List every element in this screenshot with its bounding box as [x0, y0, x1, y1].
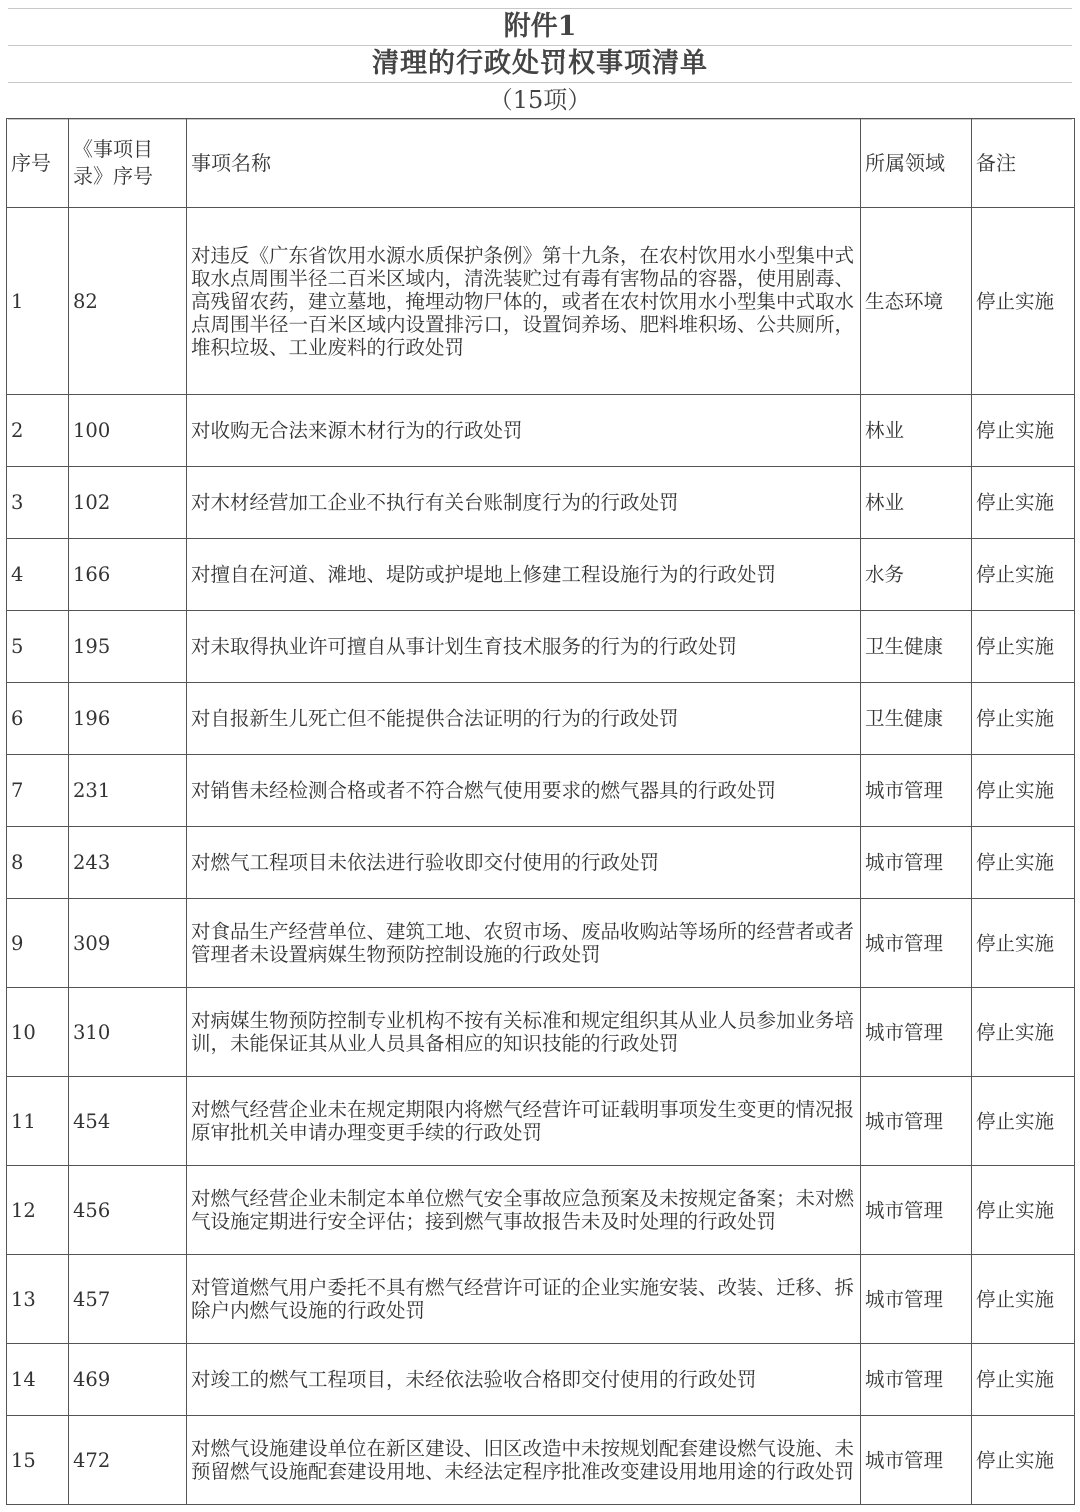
cell-remark: 停止实施	[972, 1166, 1075, 1255]
cell-domain: 城市管理	[861, 827, 972, 899]
header-name: 事项名称	[187, 119, 861, 208]
item-count: （15项）	[8, 82, 1072, 120]
attachment-label: 附件1	[8, 8, 1072, 45]
cell-remark: 停止实施	[972, 827, 1075, 899]
cell-seq: 12	[7, 1166, 69, 1255]
cell-name: 对木材经营加工企业不执行有关台账制度行为的行政处罚	[187, 467, 861, 539]
cell-catalog-no: 309	[69, 899, 187, 988]
table-row	[7, 1077, 1075, 1166]
cell-remark: 停止实施	[972, 899, 1075, 988]
cell-seq: 2	[7, 395, 69, 467]
header-seq: 序号	[7, 119, 69, 208]
cell-remark: 停止实施	[972, 1255, 1075, 1344]
table-row	[7, 1344, 1075, 1416]
cell-seq: 6	[7, 683, 69, 755]
cell-remark: 停止实施	[972, 611, 1075, 683]
cell-catalog-no: 102	[69, 467, 187, 539]
table-row	[7, 1416, 1075, 1505]
cell-catalog-no: 166	[69, 539, 187, 611]
cell-catalog-no: 243	[69, 827, 187, 899]
page-title: 清理的行政处罚权事项清单	[8, 45, 1072, 82]
cell-seq: 11	[7, 1077, 69, 1166]
header-domain: 所属领域	[861, 119, 972, 208]
cell-remark: 停止实施	[972, 467, 1075, 539]
cell-name: 对燃气设施建设单位在新区建设、旧区改造中未按规划配套建设燃气设施、未预留燃气设施配套建设用地、未经法定程序批准改变建设用地用途的行政处罚	[187, 1416, 861, 1505]
cell-seq: 15	[7, 1416, 69, 1505]
cell-remark: 停止实施	[972, 1077, 1075, 1166]
cell-seq: 7	[7, 755, 69, 827]
cell-catalog-no: 196	[69, 683, 187, 755]
table-row	[7, 899, 1075, 988]
cell-seq: 10	[7, 988, 69, 1077]
cell-domain: 城市管理	[861, 1255, 972, 1344]
cell-catalog-no: 469	[69, 1344, 187, 1416]
table-row	[7, 827, 1075, 899]
cell-domain: 林业	[861, 395, 972, 467]
cell-name: 对病媒生物预防控制专业机构不按有关标准和规定组织其从业人员参加业务培训，未能保证其从业人员具备相应的知识技能的行政处罚	[187, 988, 861, 1077]
cell-domain: 城市管理	[861, 1077, 972, 1166]
cell-name: 对燃气经营企业未制定本单位燃气安全事故应急预案及未按规定备案；未对燃气设施定期进行安全评估；接到燃气事故报告未及时处理的行政处罚	[187, 1166, 861, 1255]
cell-name: 对自报新生儿死亡但不能提供合法证明的行为的行政处罚	[187, 683, 861, 755]
cell-remark: 停止实施	[972, 683, 1075, 755]
header-remark: 备注	[972, 119, 1075, 208]
cell-domain: 卫生健康	[861, 611, 972, 683]
cell-remark: 停止实施	[972, 988, 1075, 1077]
table-row	[7, 539, 1075, 611]
cell-domain: 生态环境	[861, 208, 972, 395]
cell-remark: 停止实施	[972, 395, 1075, 467]
cell-seq: 5	[7, 611, 69, 683]
penalty-items-table	[6, 118, 1075, 1505]
table-row	[7, 988, 1075, 1077]
cell-remark: 停止实施	[972, 1416, 1075, 1505]
cell-seq: 8	[7, 827, 69, 899]
cell-seq: 9	[7, 899, 69, 988]
cell-catalog-no: 195	[69, 611, 187, 683]
table-row	[7, 1166, 1075, 1255]
cell-catalog-no: 454	[69, 1077, 187, 1166]
cell-remark: 停止实施	[972, 539, 1075, 611]
table-row	[7, 395, 1075, 467]
cell-remark: 停止实施	[972, 208, 1075, 395]
cell-catalog-no: 457	[69, 1255, 187, 1344]
cell-name: 对违反《广东省饮用水源水质保护条例》第十九条，在农村饮用水小型集中式取水点周围半径二百米区域内，清洗装贮过有毒有害物品的容器，使用剧毒、高残留农药，建立墓地，掩埋动物尸体的，或者在农村饮用水小型集中式取水点周围半径一百米区域内设置排污口，设置饲养场、肥料堆积场、公共厕所，堆积垃圾、工业废料的行政处罚	[187, 208, 861, 395]
cell-name: 对燃气工程项目未依法进行验收即交付使用的行政处罚	[187, 827, 861, 899]
cell-domain: 城市管理	[861, 755, 972, 827]
cell-domain: 水务	[861, 539, 972, 611]
cell-remark: 停止实施	[972, 1344, 1075, 1416]
cell-catalog-no: 82	[69, 208, 187, 395]
cell-name: 对食品生产经营单位、建筑工地、农贸市场、废品收购站等场所的经营者或者管理者未设置病媒生物预防控制设施的行政处罚	[187, 899, 861, 988]
table-row	[7, 467, 1075, 539]
cell-catalog-no: 472	[69, 1416, 187, 1505]
table-header-row	[7, 119, 1075, 208]
header-catalog-no: 《事项目录》序号	[69, 119, 187, 208]
cell-name: 对管道燃气用户委托不具有燃气经营许可证的企业实施安装、改装、迁移、拆除户内燃气设施的行政处罚	[187, 1255, 861, 1344]
cell-domain: 城市管理	[861, 899, 972, 988]
cell-name: 对燃气经营企业未在规定期限内将燃气经营许可证载明事项发生变更的情况报原审批机关申请办理变更手续的行政处罚	[187, 1077, 861, 1166]
cell-name: 对竣工的燃气工程项目，未经依法验收合格即交付使用的行政处罚	[187, 1344, 861, 1416]
cell-domain: 城市管理	[861, 1344, 972, 1416]
cell-name: 对未取得执业许可擅自从事计划生育技术服务的行为的行政处罚	[187, 611, 861, 683]
table-row	[7, 755, 1075, 827]
cell-name: 对收购无合法来源木材行为的行政处罚	[187, 395, 861, 467]
cell-catalog-no: 100	[69, 395, 187, 467]
table-row	[7, 683, 1075, 755]
table-row	[7, 1255, 1075, 1344]
cell-name: 对擅自在河道、滩地、堤防或护堤地上修建工程设施行为的行政处罚	[187, 539, 861, 611]
cell-domain: 城市管理	[861, 1416, 972, 1505]
table-row	[7, 611, 1075, 683]
cell-name: 对销售未经检测合格或者不符合燃气使用要求的燃气器具的行政处罚	[187, 755, 861, 827]
cell-domain: 城市管理	[861, 988, 972, 1077]
document-header	[8, 8, 1072, 120]
cell-seq: 4	[7, 539, 69, 611]
cell-seq: 3	[7, 467, 69, 539]
cell-domain: 城市管理	[861, 1166, 972, 1255]
cell-seq: 1	[7, 208, 69, 395]
cell-catalog-no: 231	[69, 755, 187, 827]
cell-seq: 14	[7, 1344, 69, 1416]
table-row	[7, 208, 1075, 395]
cell-seq: 13	[7, 1255, 69, 1344]
cell-domain: 林业	[861, 467, 972, 539]
cell-catalog-no: 310	[69, 988, 187, 1077]
cell-domain: 卫生健康	[861, 683, 972, 755]
cell-catalog-no: 456	[69, 1166, 187, 1255]
cell-remark: 停止实施	[972, 755, 1075, 827]
